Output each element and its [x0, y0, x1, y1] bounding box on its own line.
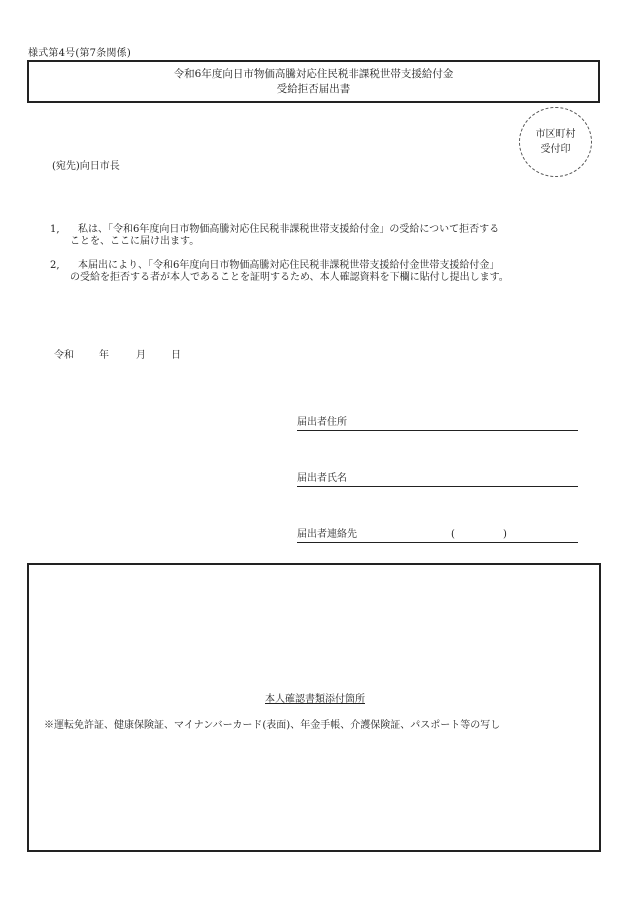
stamp-label-line1: 市区町村 — [535, 129, 576, 140]
statement-1-number: 1, — [50, 224, 60, 235]
attachment-note: ※運転免許証、健康保険証、マイナンバーカード(表面)、年金手帳、介護保険証、パスポート等の写し — [44, 720, 501, 731]
date-day: 日 — [171, 350, 181, 361]
addressee: (宛先)向日市長 — [52, 161, 120, 172]
date-year: 年 — [99, 350, 109, 361]
form-title-line2: 受給拒否届出書 — [276, 82, 351, 95]
reception-stamp-area — [519, 107, 592, 177]
name-label: 届出者氏名 — [297, 473, 347, 484]
contact-field[interactable] — [297, 530, 578, 543]
date-month: 月 — [136, 350, 146, 361]
statement-2 — [50, 260, 590, 284]
statement-2-number: 2, — [50, 260, 60, 271]
date-era: 令和 — [54, 350, 74, 361]
form-title-line1: 令和6年度向日市物価高騰対応住民税非課税世帯支援給付金 — [173, 67, 454, 80]
statement-2-line2: の受給を拒否する者が本人であることを証明するため、本人確認資料を下欄に貼付し提出します。 — [70, 272, 509, 283]
address-field[interactable] — [297, 418, 578, 431]
id-document-attachment-box[interactable] — [27, 563, 601, 852]
attachment-title — [0, 690, 630, 705]
statement-1-line2: ことを、ここに届け出ます。 — [70, 236, 200, 247]
form-title-box — [27, 60, 600, 103]
name-field[interactable] — [297, 474, 578, 487]
statement-1 — [50, 224, 590, 248]
stamp-label-line2: 受付印 — [540, 144, 571, 155]
statement-1-line1: 私は、「令和6年度向日市物価高騰対応住民税非課税世帯支援給付金」の受給について拒否する — [78, 224, 500, 235]
form-number: 様式第4号(第7条関係) — [28, 48, 131, 59]
contact-paren-open: ( — [451, 529, 455, 540]
contact-paren-close: ) — [503, 529, 507, 540]
contact-label: 届出者連絡先 — [297, 529, 357, 540]
statement-2-line1: 本届出により、「令和6年度向日市物価高騰対応住民税非課税世帯支援給付金世帯支援給付金」 — [78, 260, 500, 271]
address-label: 届出者住所 — [297, 417, 347, 428]
attachment-title-text: 本人確認書類添付箇所 — [265, 694, 365, 705]
